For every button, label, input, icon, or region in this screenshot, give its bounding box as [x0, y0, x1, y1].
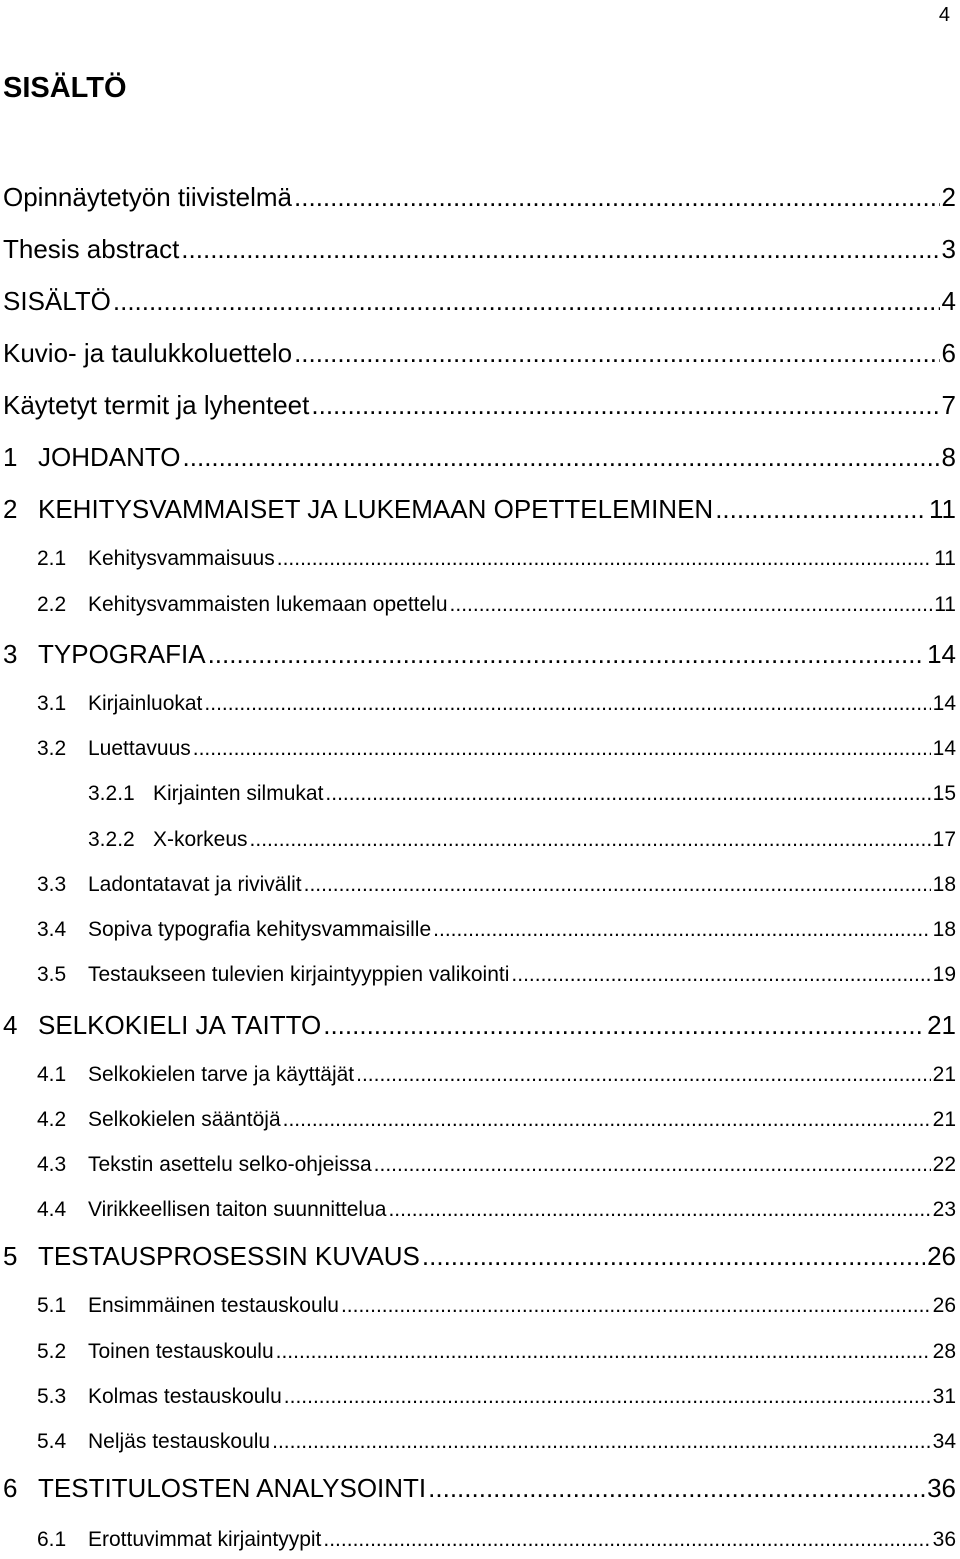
toc-entry-number: 3 — [3, 639, 18, 669]
toc-entry-page: 36 — [932, 1528, 956, 1551]
toc-entry-page: 14 — [927, 639, 956, 669]
toc-dot-leader — [204, 692, 930, 716]
toc-entry[interactable] — [37, 1528, 956, 1552]
toc-entry[interactable] — [37, 1430, 956, 1454]
toc-entry-number: 6 — [3, 1473, 18, 1503]
toc-entry[interactable] — [3, 1473, 956, 1504]
toc-entry-number: 2.1 — [37, 547, 67, 570]
toc-dot-leader — [356, 1063, 931, 1087]
toc-entry-number: 3.2 — [37, 737, 67, 760]
toc-entry-title: Toinen testauskoulu — [88, 1340, 274, 1363]
toc-dot-leader — [294, 338, 939, 369]
toc-entry-title: Luettavuus — [88, 737, 191, 760]
toc-dot-leader — [283, 1108, 931, 1132]
toc-entry-page: 21 — [932, 1108, 956, 1131]
toc-entry[interactable] — [37, 737, 956, 761]
toc-entry-page: 11 — [934, 547, 956, 570]
toc-entry-title: Selkokielen tarve ja käyttäjät — [88, 1063, 355, 1086]
toc-entry-page: 23 — [932, 1198, 956, 1221]
toc-heading: SISÄLTÖ — [3, 72, 127, 104]
toc-entry[interactable] — [3, 442, 956, 473]
toc-entry-number: 4.2 — [37, 1108, 67, 1131]
toc-entry-title: Kehitysvammaisten lukemaan opettelu — [88, 593, 448, 616]
page-number: 4 — [938, 4, 950, 26]
toc-dot-leader — [374, 1153, 931, 1177]
toc-dot-leader — [277, 547, 932, 571]
toc-dot-leader — [113, 286, 940, 317]
toc-dot-leader — [325, 782, 930, 806]
toc-dot-leader — [422, 1241, 925, 1272]
toc-dot-leader — [208, 639, 926, 670]
toc-dot-leader — [388, 1198, 930, 1222]
toc-dot-leader — [250, 828, 931, 852]
toc-entry-title: Virikkeellisen taiton suunnittelua — [88, 1198, 387, 1221]
toc-entry-page: 21 — [932, 1063, 956, 1086]
toc-entry[interactable] — [37, 547, 956, 571]
toc-entry-number: 4.4 — [37, 1198, 67, 1221]
toc-entry-number: 3.2.2 — [88, 828, 135, 851]
toc-entry-title: Kirjainluokat — [88, 692, 203, 715]
toc-entry-title: TYPOGRAFIA — [38, 639, 206, 669]
toc-dot-leader — [193, 737, 931, 761]
toc-dot-leader — [284, 1385, 931, 1409]
toc-entry-title: Kehitysvammaisuus — [88, 547, 275, 570]
toc-entry-title: JOHDANTO — [38, 442, 181, 472]
toc-entry[interactable] — [3, 390, 956, 421]
toc-entry-title: Erottuvimmat kirjaintyypit — [88, 1528, 322, 1551]
toc-entry-number: 4.1 — [37, 1063, 67, 1086]
toc-entry-number: 2 — [3, 494, 18, 524]
toc-entry-number: 5.2 — [37, 1340, 67, 1363]
toc-dot-leader — [304, 873, 931, 897]
toc-entry-title: Ensimmäinen testauskoulu — [88, 1294, 339, 1317]
toc-dot-leader — [311, 390, 939, 421]
toc-entry-title: Neljäs testauskoulu — [88, 1430, 271, 1453]
toc-entry[interactable] — [37, 1108, 956, 1132]
toc-dot-leader — [511, 963, 930, 987]
toc-entry[interactable] — [37, 1294, 956, 1318]
toc-entry-page: 31 — [932, 1385, 956, 1408]
toc-dot-leader — [323, 1528, 930, 1552]
toc-entry-page: 11 — [929, 494, 956, 524]
toc-entry-page: 4 — [941, 286, 956, 316]
toc-entry[interactable] — [88, 828, 956, 852]
toc-entry[interactable] — [37, 918, 956, 942]
toc-entry[interactable] — [3, 182, 956, 213]
toc-entry-number: 1 — [3, 442, 18, 472]
toc-entry-title: TESTITULOSTEN ANALYSOINTI — [38, 1473, 427, 1503]
toc-dot-leader — [341, 1294, 931, 1318]
toc-entry-page: 14 — [932, 737, 956, 760]
toc-entry-number: 6.1 — [37, 1528, 67, 1551]
toc-entry[interactable] — [37, 873, 956, 897]
toc-entry[interactable] — [3, 1010, 956, 1041]
toc-entry-page: 15 — [932, 782, 956, 805]
toc-entry-title: Kirjainten silmukat — [153, 782, 324, 805]
toc-entry-page: 18 — [932, 918, 956, 941]
toc-entry-number: 4 — [3, 1010, 18, 1040]
toc-entry-title: Kolmas testauskoulu — [88, 1385, 282, 1408]
toc-entry-page: 21 — [927, 1010, 956, 1040]
toc-entry-number: 4.3 — [37, 1153, 67, 1176]
toc-entry-title: KEHITYSVAMMAISET JA LUKEMAAN OPETTELEMINEN — [38, 494, 714, 524]
toc-entry-page: 18 — [932, 873, 956, 896]
toc-entry-page: 19 — [932, 963, 956, 986]
toc-entry-page: 22 — [932, 1153, 956, 1176]
toc-dot-leader — [433, 918, 930, 942]
toc-entry-number: 2.2 — [37, 593, 67, 616]
toc-entry-number: 3.3 — [37, 873, 67, 896]
toc-dot-leader — [181, 234, 939, 265]
toc-dot-leader — [428, 1473, 925, 1504]
toc-entry-title: Sopiva typografia kehitysvammaisille — [88, 918, 432, 941]
toc-entry[interactable] — [37, 593, 956, 617]
toc-entry-page: 36 — [927, 1473, 956, 1503]
toc-dot-leader — [183, 442, 940, 473]
toc-entry-title: Käytetyt termit ja lyhenteet — [3, 390, 310, 420]
toc-entry-page: 7 — [941, 390, 956, 420]
toc-entry[interactable] — [88, 782, 956, 806]
toc-entry-page: 26 — [932, 1294, 956, 1317]
toc-entry[interactable] — [3, 286, 956, 317]
toc-entry-number: 5.1 — [37, 1294, 67, 1317]
toc-entry-number: 5 — [3, 1241, 18, 1271]
toc-entry-number: 5.3 — [37, 1385, 67, 1408]
toc-entry[interactable] — [3, 234, 956, 265]
toc-entry-title: Testaukseen tulevien kirjaintyyppien valikointi — [88, 963, 510, 986]
toc-entry-number: 5.4 — [37, 1430, 67, 1453]
toc-dot-leader — [276, 1340, 931, 1364]
toc-entry-page: 28 — [932, 1340, 956, 1363]
toc-dot-leader — [715, 494, 927, 525]
toc-entry-number: 3.1 — [37, 692, 67, 715]
toc-entry-number: 3.5 — [37, 963, 67, 986]
toc-entry-number: 3.4 — [37, 918, 67, 941]
toc-entry[interactable] — [37, 692, 956, 716]
toc-entry-title: Tekstin asettelu selko-ohjeissa — [88, 1153, 372, 1176]
toc-entry-page: 2 — [941, 182, 956, 212]
toc-entry-title: Opinnäytetyön tiivistelmä — [3, 182, 293, 212]
toc-entry-title: Thesis abstract — [3, 234, 180, 264]
toc-entry-number: 3.2.1 — [88, 782, 135, 805]
toc-dot-leader — [294, 182, 940, 213]
toc-dot-leader — [450, 593, 933, 617]
toc-entry-page: 14 — [932, 692, 956, 715]
toc-entry-page: 17 — [932, 828, 956, 851]
toc-entry-page: 26 — [927, 1241, 956, 1271]
toc-entry-page: 11 — [934, 593, 956, 616]
toc-entry-title: SISÄLTÖ — [3, 286, 111, 316]
toc-entry[interactable] — [3, 639, 956, 670]
toc-entry-title: SELKOKIELI JA TAITTO — [38, 1010, 322, 1040]
toc-entry-page: 3 — [941, 234, 956, 264]
toc-dot-leader — [323, 1010, 925, 1041]
toc-entry-title: Selkokielen sääntöjä — [88, 1108, 281, 1131]
toc-entry[interactable] — [37, 1385, 956, 1409]
toc-entry[interactable] — [3, 1241, 956, 1272]
toc-entry[interactable] — [37, 1198, 956, 1222]
toc-entry-title: Ladontatavat ja rivivälit — [88, 873, 302, 896]
toc-entry[interactable] — [37, 963, 956, 987]
toc-entry[interactable] — [3, 494, 956, 525]
toc-entry[interactable] — [37, 1063, 956, 1087]
toc-entry-title: Kuvio- ja taulukkoluettelo — [3, 338, 293, 368]
toc-entry-page: 34 — [932, 1430, 956, 1453]
toc-entry[interactable] — [37, 1153, 956, 1177]
toc-entry-title: TESTAUSPROSESSIN KUVAUS — [38, 1241, 420, 1271]
toc-entry[interactable] — [37, 1340, 956, 1364]
toc-entry-page: 6 — [941, 338, 956, 368]
toc-entry-page: 8 — [941, 442, 956, 472]
toc-dot-leader — [272, 1430, 931, 1454]
toc-entry[interactable] — [3, 338, 956, 369]
toc-entry-title: X-korkeus — [153, 828, 248, 851]
